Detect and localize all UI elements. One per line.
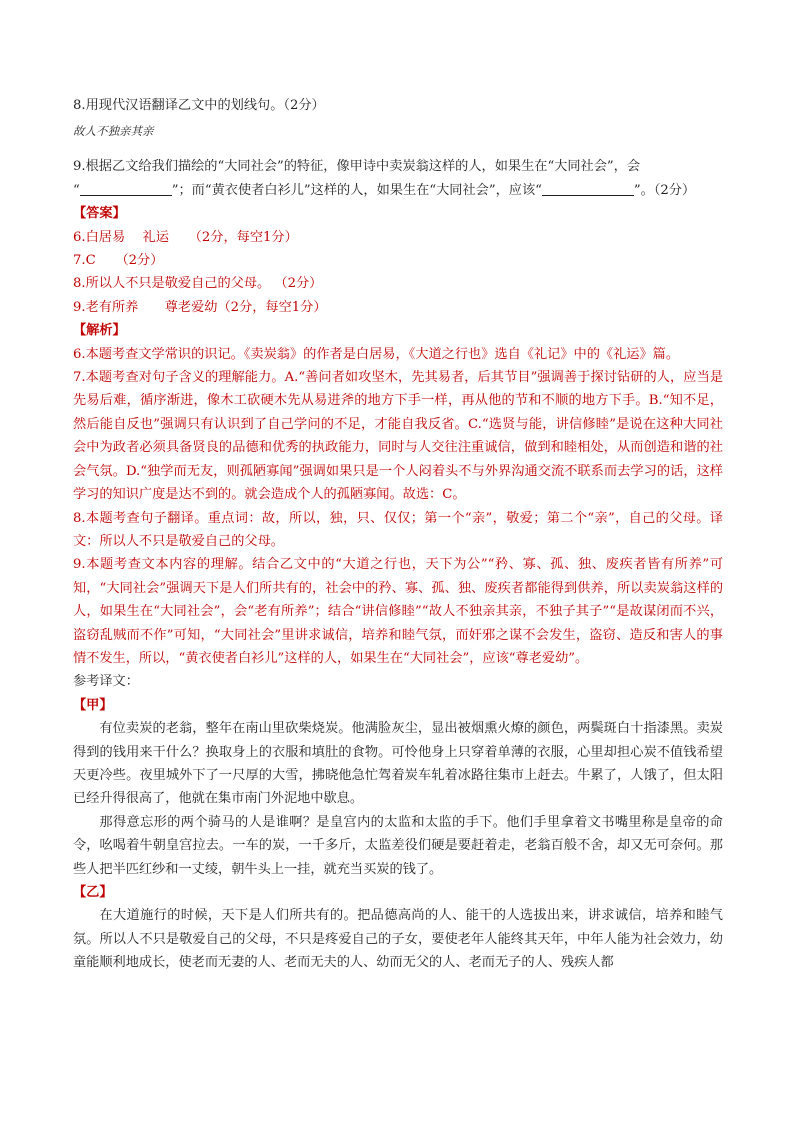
analysis-9-l: “尊老爱幼”	[508, 650, 576, 666]
answer-label: 【答案】	[73, 206, 126, 222]
translation-yi-paragraph-1: 在大道施行的时候，天下是人们所共有的。把品德高尚的人、能干的人选拔出来，讲求诚信，培养和睦气氛。所以人不只是敬爱自己的父母，不只是疼爱自己的子女，要使老年人能终其天年，中年人能为社会效力，幼童能顺利地成长，使老而无妻的人、老而无夫的人、幼而无父的人、老而无子的人、残疾人都	[73, 908, 723, 971]
question-9-end: ”。（2分）	[633, 182, 696, 198]
answer-item: 9.老有所养 尊老爱幼（2分，每空1分）	[73, 299, 327, 315]
question-8-prompt: 8.用现代汉语翻译乙文中的划线句。（2分）	[73, 98, 325, 113]
document-page	[73, 94, 723, 975]
answer-blank-1[interactable]	[80, 181, 172, 196]
question-9-line-2	[73, 179, 723, 202]
analysis-9-h: “是故谋闭而不兴，盗窃乱贼而不作”	[73, 604, 724, 643]
translation-jia-label: 【甲】	[73, 697, 113, 713]
analysis-9-g: ；结合“讲信修睦”“故人不独亲其亲，不独子其子”	[314, 604, 610, 620]
translation-jia-paragraph-2: 那得意忘形的两个骑马的人是谁啊？是皇宫内的太监和太监的手下。他们手里拿着文书嘴里称是皇帝的命令，吆喝着牛朝皇宫拉去。一车的炭，一千多斤，太监差役们硬是要赶着走，老翁百般不舍，却又无可奈何。那些人把半匹红纱和一丈绫，朝牛头上一挂，就充当买炭的钱了。	[73, 814, 723, 877]
analysis-7-body: 强调善于探讨钻研的人，应当是先易后难，循序渐进，像木工砍硬木先从易进斧的地方下手一样，再从他的节和不顺的地方下手。B.“知不足，然后能自反也”强调只有认识到了自己学问的不足，才能自我反省。C.“选贤与能，讲信修睦”是说在这种大同社会中为政者必须具备贤良的品德和优秀的执政能力，同时与人交往注重诚信，做到和睦相处，从而创造和谐的社会气氛。D.“独学而无友，则孤陋寡闻”强调如果只是一个人闷着头不与外界沟通交流不联系而去学习的话，这样学习的知识广度是达不到的。就会造成个人的孤陋寡闻。故选：C。	[73, 370, 724, 503]
analysis-9-c: 可知，	[73, 557, 724, 596]
question-9-line-1: 9.根据乙文给我们描绘的“大同社会”的特征，像甲诗中卖炭翁这样的人，如果生在“大同社会”，会	[73, 159, 641, 175]
analysis-9-j: “大同社会”	[213, 627, 282, 643]
analysis-9-a: 9.本题考查文本内容的理解。结合乙文中的	[73, 557, 336, 573]
analysis-9-i: 可知，	[173, 627, 214, 643]
question-8-sentence: 故人不独亲其亲	[73, 124, 154, 139]
answer-blank-2[interactable]	[542, 181, 634, 196]
analysis-9-d: “大同社会”	[99, 580, 167, 596]
quote-open: “	[73, 182, 80, 198]
analysis-7-quote: “善问者如攻坚木，先其易者，后其节目”	[298, 370, 538, 386]
analysis-paragraph-6: 6.本题考查文学常识的识记。《卖炭翁》的作者是白居易，《大道之行也》选自《礼记》中的《礼运》篇。	[73, 346, 680, 362]
answer-item: 7.C （2分）	[73, 253, 164, 269]
answer-item: 6.白居易 礼运 （2分，每空1分）	[73, 229, 298, 245]
translation-label: 参考译文：	[73, 674, 139, 690]
answer-item: 8.所以人不只是敬爱自己的父母。 （2分）	[73, 276, 323, 292]
analysis-paragraph-8: 8.本题考查句子翻译。重点词：故，所以，独，只、仅仅；第一个“亲”，敬爱；第二个“亲”，自己的父母。译文：所以人不只是敬爱自己的父母。	[73, 510, 723, 549]
analysis-7-intro: 7.本题考查对句子含义的理解能力。A.	[73, 370, 299, 386]
analysis-paragraph-7	[73, 366, 723, 506]
analysis-paragraph-9	[73, 553, 723, 670]
analysis-9-e: 强调天下是人们所共有的，社会中的矜、寡、孤、独、废疾者都能得到供养，所以卖炭翁这样的人，如果生在“大同社会”，会	[73, 580, 724, 620]
analysis-9-m: 。	[575, 650, 589, 666]
analysis-9-k: 里讲求诚信，培养和睦气氛，而奸邪之谋不会发生，盗窃、造反和害人的事情不发生，所以，“黄衣使者白衫儿”这样的人，如果生在“大同社会”，应该	[73, 627, 723, 666]
question-9-middle: ”；而“黄衣使者白衫儿”这样的人，如果生在“大同社会”，应该“	[171, 182, 542, 198]
analysis-9-b: “大道之行也，天下为公”“矜、寡、孤、独、废疾者皆有所养”	[335, 557, 710, 573]
translation-yi-label: 【乙】	[73, 885, 113, 900]
analysis-9-f: “老有所养”	[247, 604, 315, 620]
analysis-label: 【解析】	[73, 323, 126, 339]
translation-jia-paragraph-1: 有位卖炭的老翁，整年在南山里砍柴烧炭。他满脸灰尘，显出被烟熏火燎的颜色，两鬓斑白十指漆黑。卖炭得到的钱用来干什么？换取身上的衣服和填肚的食物。可怜他身上只穿着单薄的衣服，心里却担心炭不值钱希望天更冷些。夜里城外下了一尺厚的大雪，拂晓他急忙驾着炭车轧着冰路往集市上赶去。牛累了，人饿了，但太阳已经升得很高了，他就在集市南门外泥地中歇息。	[73, 721, 723, 807]
